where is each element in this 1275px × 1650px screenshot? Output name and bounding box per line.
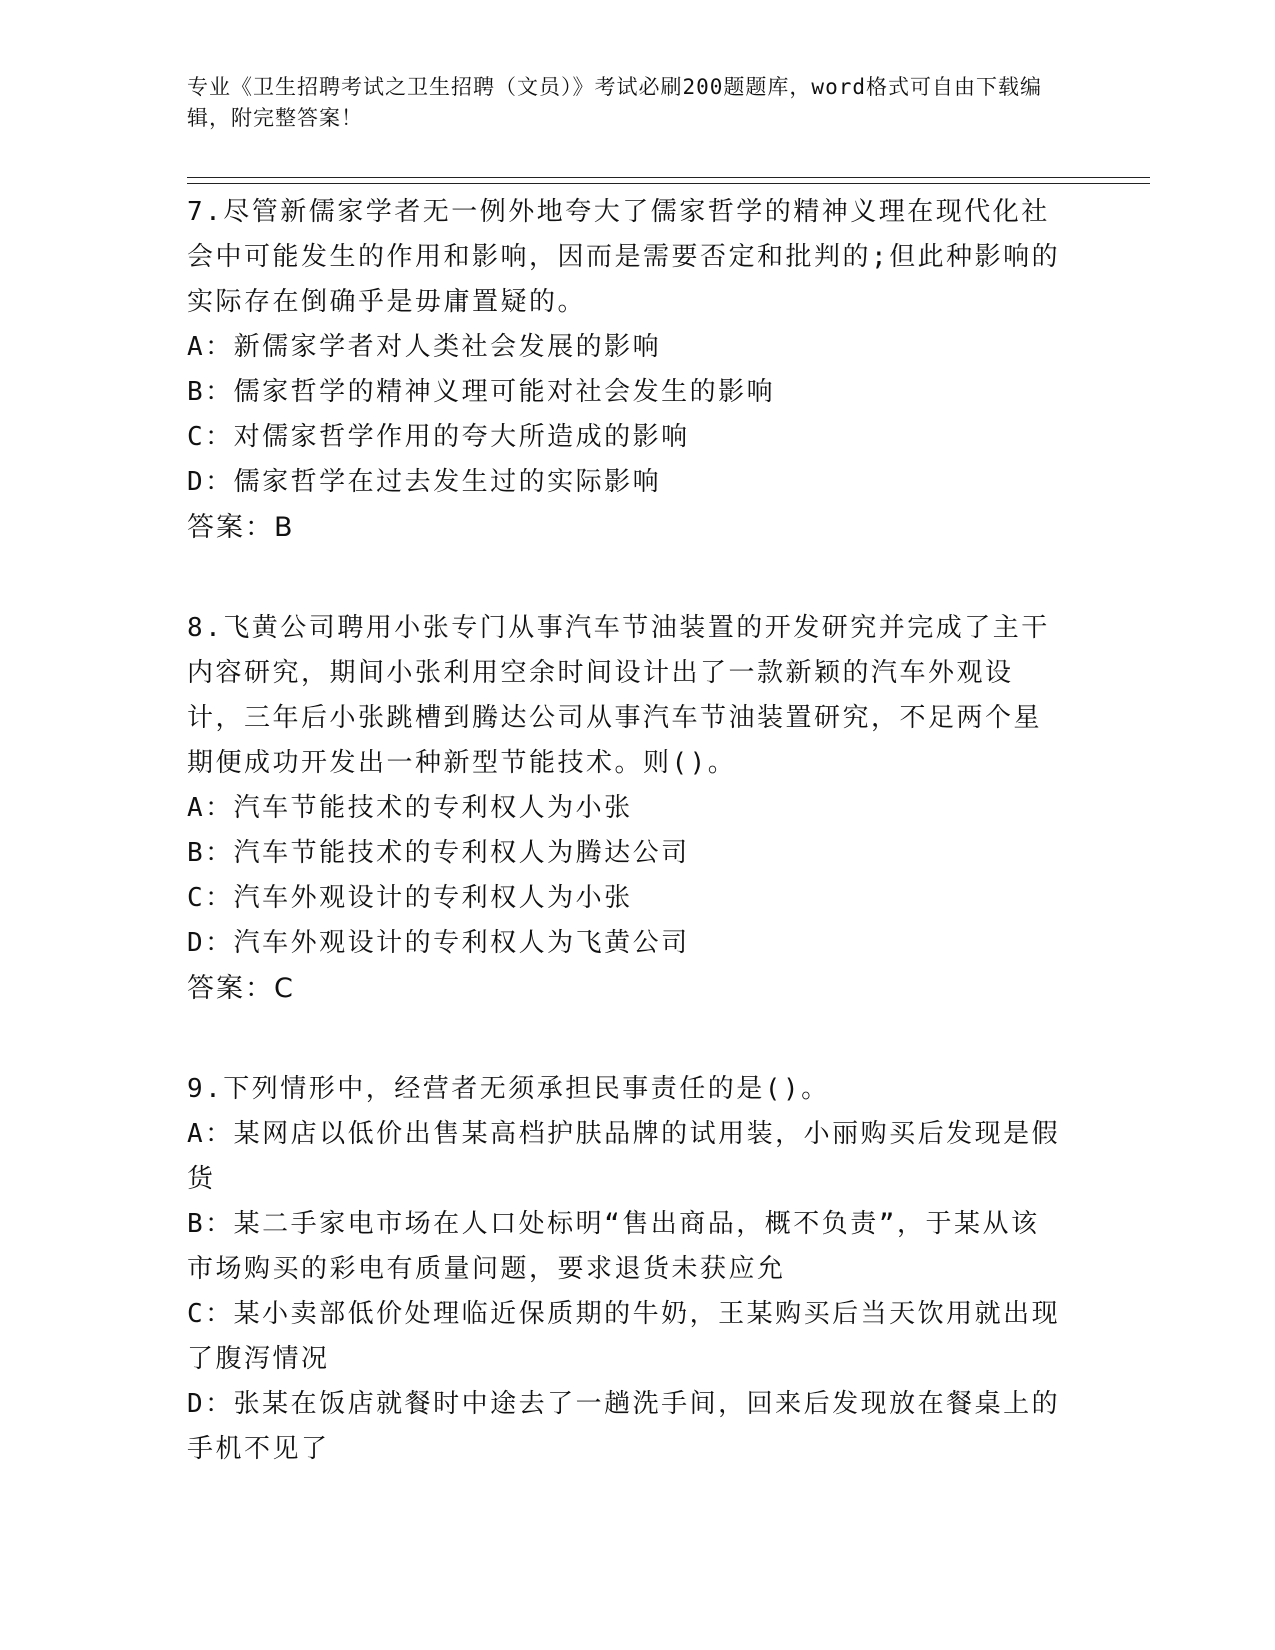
option-c: C：对儒家哲学作用的夸大所造成的影响 [187,422,690,452]
header-divider-top [187,177,1150,178]
option-c: C：某小卖部低价处理临近保质期的牛奶，王某购买后当天饮用就出现了腹泻情况 [187,1299,1061,1374]
option-d: D：张某在饭店就餐时中途去了一趟洗手间，回来后发现放在餐桌上的手机不见了 [187,1389,1061,1464]
answer-label: 答案：C [187,973,295,1004]
question-list [187,190,1067,1527]
question-stem: 7.尽管新儒家学者无一例外地夸大了儒家哲学的精神义理在现代化社会中可能发生的作用和影响，因而是需要否定和批判的;但此种影响的实际存在倒确乎是毋庸置疑的。 [187,197,1061,317]
option-a: A：某网店以低价出售某高档护肤品牌的试用装，小丽购买后发现是假货 [187,1119,1061,1194]
question-9 [187,1067,1067,1472]
document-header: 专业《卫生招聘考试之卫生招聘（文员）》考试必刷200题题库，word格式可自由下载编辑，附完整答案！ [187,75,1042,130]
option-d: D：汽车外观设计的专利权人为飞黄公司 [187,928,690,958]
option-a: A：汽车节能技术的专利权人为小张 [187,793,633,823]
option-d: D：儒家哲学在过去发生过的实际影响 [187,467,662,497]
option-b: B：汽车节能技术的专利权人为腾达公司 [187,838,690,868]
question-7 [187,190,1067,551]
question-stem: 9.下列情形中，经营者无须承担民事责任的是()。 [187,1074,830,1104]
header-divider-bottom [187,183,1150,184]
option-b: B：儒家哲学的精神义理可能对社会发生的影响 [187,377,776,407]
answer-label: 答案：B [187,512,295,543]
question-stem: 8.飞黄公司聘用小张专门从事汽车节油装置的开发研究并完成了主干内容研究，期间小张利用空余时间设计出了一款新颖的汽车外观设计，三年后小张跳槽到腾达公司从事汽车节油装置研究，不足两个星期便成功开发出一种新型节能技术。则()。 [187,613,1050,778]
option-b: B：某二手家电市场在人口处标明“售出商品，概不负责”，于某从该市场购买的彩电有质量问题，要求退货未获应允 [187,1209,1040,1284]
option-c: C：汽车外观设计的专利权人为小张 [187,883,633,913]
option-a: A：新儒家学者对人类社会发展的影响 [187,332,662,362]
question-8 [187,606,1067,1012]
